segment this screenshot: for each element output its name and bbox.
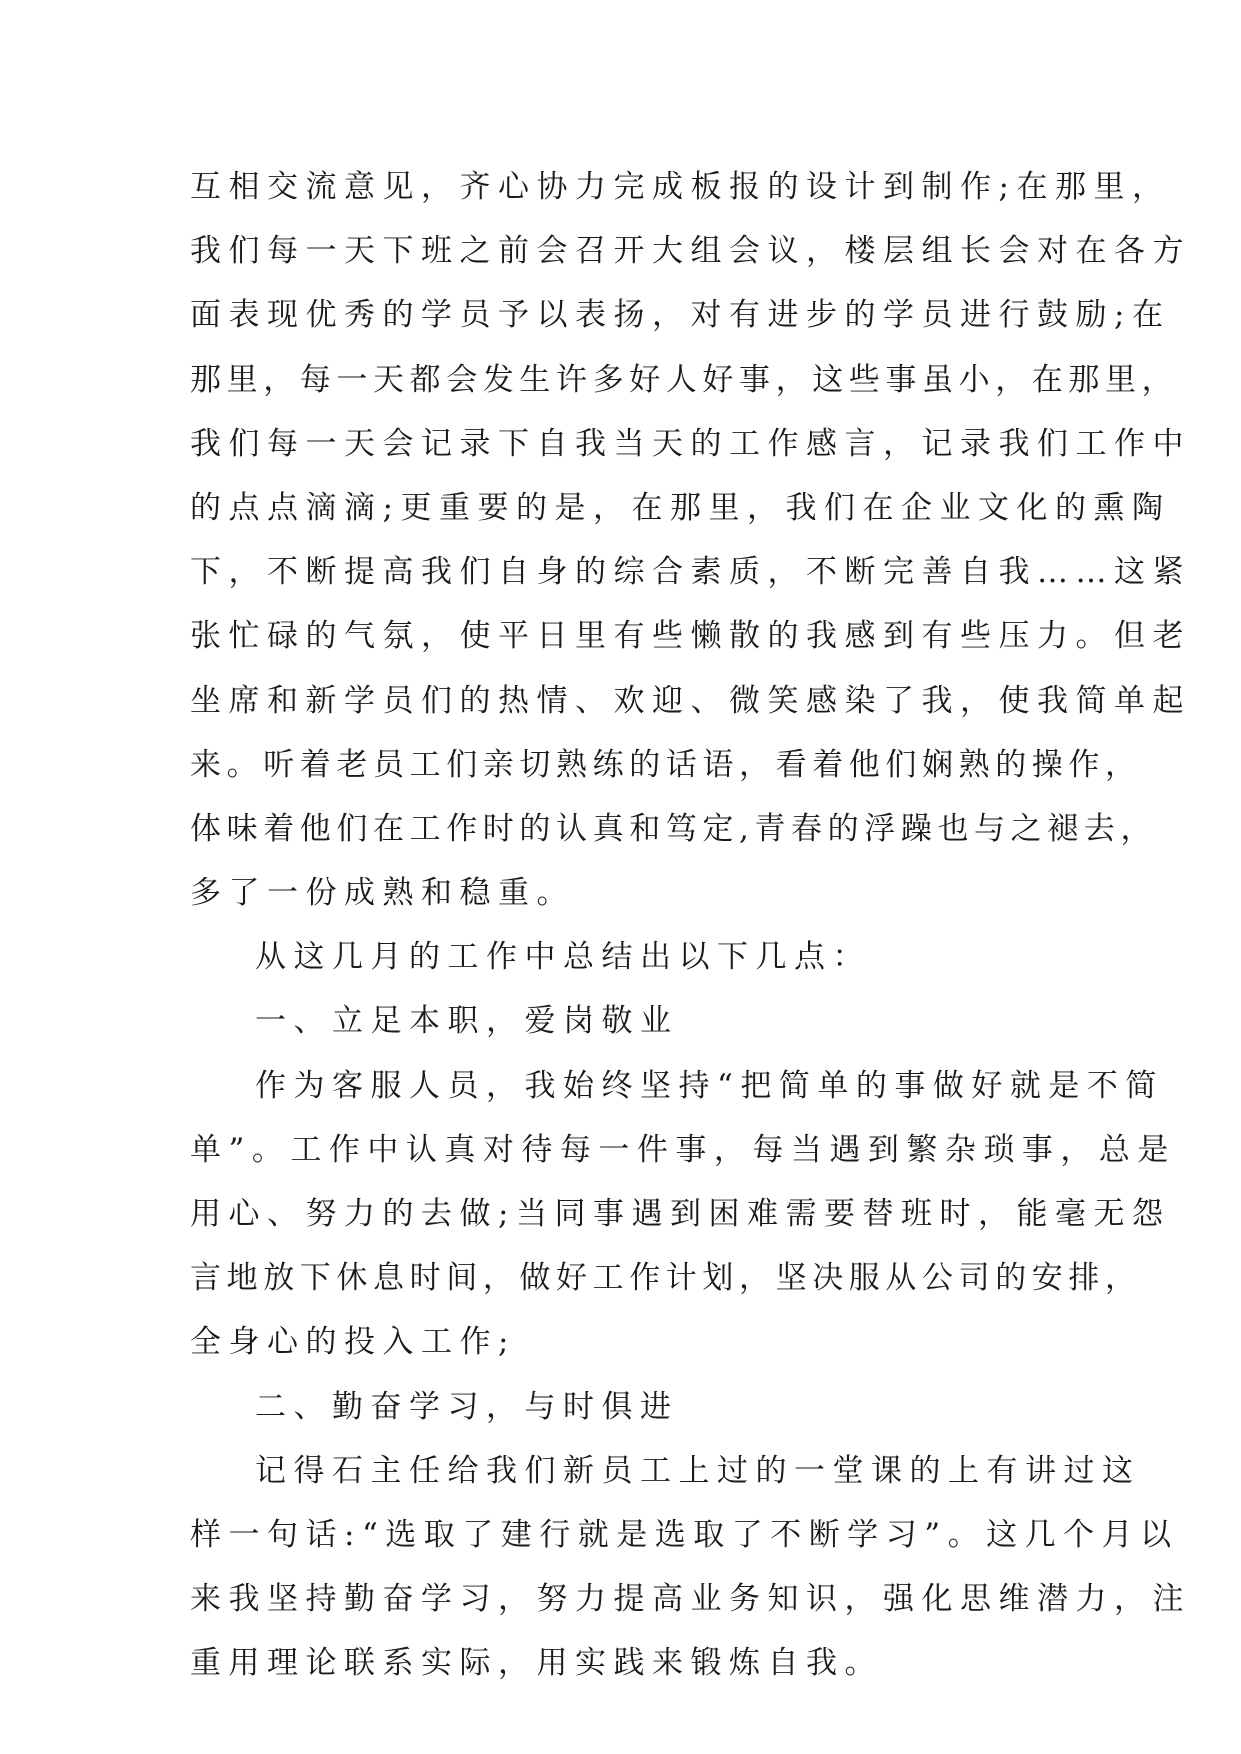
paragraph-line: 作为客服人员，我始终坚持“把简单的事做好就是不简 <box>255 1067 1164 1104</box>
text-line: 样一句话:“选取了建行就是选取了不断学习”。这几个月以 <box>190 1516 1179 1553</box>
text-line: 用心、努力的去做;当同事遇到困难需要替班时，能毫无怨 <box>190 1196 1171 1232</box>
paragraph-line: 记得石主任给我们新员工上过的一堂课的上有讲过这 <box>255 1452 1141 1489</box>
text-line: 单”。工作中认真对待每一件事，每当遇到繁杂琐事，总是 <box>190 1131 1176 1168</box>
text-line: 多了一份成熟和稳重。 <box>190 875 575 912</box>
paragraph-line: 从这几月的工作中总结出以下几点： <box>255 939 871 976</box>
document-body <box>190 155 1191 1696</box>
text-line: 来。听着老员工们亲切熟练的话语，看着他们娴熟的操作， <box>190 746 1142 783</box>
text-line: 体味着他们在工作时的认真和笃定,青春的浮躁也与之褪去， <box>190 810 1158 847</box>
section-heading: 二、勤奋学习，与时俱进 <box>255 1388 679 1425</box>
text-line: 重用理论联系实际，用实践来锻炼自我。 <box>190 1645 883 1682</box>
section-heading: 一、立足本职，爱岗敬业 <box>255 1003 679 1040</box>
text-line: 来我坚持勤奋学习，努力提高业务知识，强化思维潜力，注 <box>190 1581 1191 1618</box>
text-line: 下，不断提高我们自身的综合素质，不断完善自我……这紧 <box>190 554 1191 591</box>
text-line: 张忙碌的气氛，使平日里有些懒散的我感到有些压力。但老 <box>190 618 1191 655</box>
text-line: 的点点滴滴;更重要的是，在那里，我们在企业文化的熏陶 <box>190 489 1171 526</box>
text-line: 面表现优秀的学员予以表扬，对有进步的学员进行鼓励;在 <box>190 297 1171 334</box>
text-line: 我们每一天会记录下自我当天的工作感言，记录我们工作中 <box>190 425 1191 462</box>
text-line: 我们每一天下班之前会召开大组会议，楼层组长会对在各方 <box>190 233 1191 270</box>
text-line: 坐席和新学员们的热情、欢迎、微笑感染了我，使我简单起 <box>190 682 1191 719</box>
text-line: 互相交流意见，齐心协力完成板报的设计到制作;在那里， <box>190 169 1171 205</box>
text-line: 言地放下休息时间，做好工作计划，坚决服从公司的安排， <box>190 1260 1142 1297</box>
text-line: 那里，每一天都会发生许多好人好事，这些事虽小，在那里， <box>190 361 1179 398</box>
text-line: 全身心的投入工作; <box>190 1324 516 1361</box>
